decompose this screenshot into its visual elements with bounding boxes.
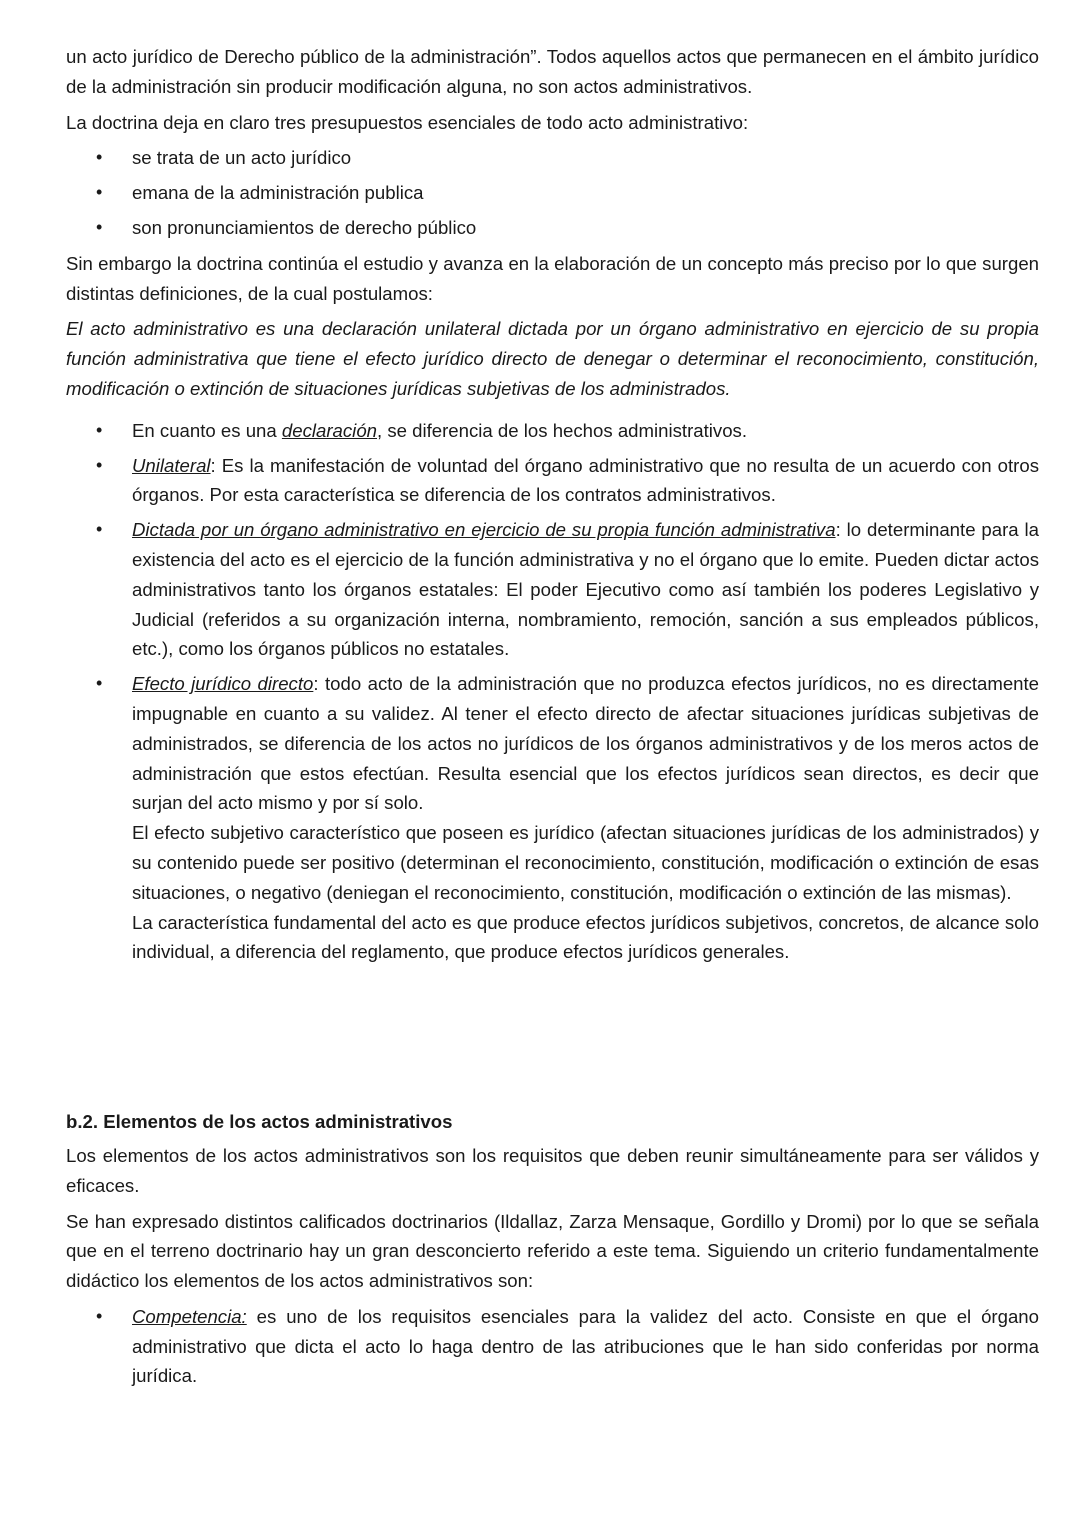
term-dictada: Dictada por un órgano administrativo en ejercicio de su propia función administrativa	[132, 519, 836, 541]
bullet-icon: •	[96, 182, 103, 203]
elementos-paragraph-1: Los elementos de los actos administrativos son los requisitos que deben reunir simultáneamente para ser válidos y eficaces.	[66, 1144, 1039, 1196]
list-item: • son pronunciamientos de derecho público	[66, 213, 1039, 243]
elementos-list	[66, 1302, 1039, 1391]
term-unilateral: Unilateral	[132, 454, 211, 476]
bullet-icon: •	[96, 673, 103, 694]
section-heading-b2: b.2. Elementos de los actos administrativos	[66, 1111, 453, 1133]
term-efecto: Efecto jurídico directo	[132, 673, 314, 695]
list-item: • se trata de un acto jurídico	[66, 143, 1039, 173]
bullet-icon: •	[96, 419, 103, 440]
list-item-efecto: • Efecto jurídico directo: todo acto de la administración que no produzca efectos jurídicos, no es directamente impugnable en cuanto a su validez. Al tener el efecto directo de afectar situaciones jurídicas subjetivas de administrados, se diferencia de los actos no jurídicos de los órganos administrativos y de los meros actos de administración que estos efectúan. Resulta esencial que los efectos jurídicos sean directos, es decir que surjan del acto mismo y por sí solo. El efecto subjetivo característico que poseen es jurídico (afectan situaciones jurídicas de los administrados) y su contenido puede ser positivo (determinan el reconocimiento, constitución, modificación o extinción de esas situaciones, o negativo (deniegan el reconocimiento, constitución, modificación o extinción de las mismas). La característica fundamental del acto es que produce efectos jurídicos subjetivos, concretos, de alcance solo individual, a diferencia del reglamento, que produce efectos jurídicos generales.	[66, 669, 1039, 967]
list-item-dictada: • Dictada por un órgano administrativo en ejercicio de su propia función administrativa: lo determinante para la existencia del acto es el ejercicio de la función administrativa y no el órgano que lo emite. Pueden dictar actos administrativos tanto los órganos estatales: El poder Ejecutivo como así también los poderes Legislativo y Judicial (referidos a su organización interna, nombramiento, remoción, sanción a sus empleados públicos, etc.), como los órganos públicos no estatales.	[66, 515, 1039, 664]
bullet-icon: •	[96, 1305, 103, 1326]
term-declaracion: declaración	[281, 419, 377, 441]
efecto-paragraph-2: El efecto subjetivo característico que poseen es jurídico (afectan situaciones jurídicas de los administrados) y su contenido puede ser positivo (determinan el reconocimiento, constitución, modificación o extinción de esas situaciones, o negativo (deniegan el reconocimiento, constitución, modificación o extinción de las mismas).	[132, 822, 1039, 903]
elementos-paragraph-2: Se han expresado distintos calificados doctrinarios (Ildallaz, Zarza Mensaque, Gordillo y Dromi) por lo que se señala que en el terreno doctrinario hay un gran desconcierto referido a este tema. Siguiendo un criterio fundamentalmente didáctico los elementos de los actos administrativos son:	[66, 1210, 1039, 1292]
section-spacer	[66, 973, 1039, 1107]
bullet-icon: •	[96, 147, 103, 168]
presupuestos-intro: La doctrina deja en claro tres presupuestos esenciales de todo acto administrativo:	[66, 111, 749, 133]
bullet-icon: •	[96, 519, 103, 540]
bullet-icon: •	[96, 216, 103, 237]
list-item-competencia: • Competencia: es uno de los requisitos esenciales para la validez del acto. Consiste en que el órgano administrativo que dicta el acto lo haga dentro de las atribuciones que le han sido conferidas por norma jurídica.	[66, 1302, 1039, 1391]
intro-paragraph: un acto jurídico de Derecho público de la administración”. Todos aquellos actos que permanecen en el ámbito jurídico de la administración sin producir modificación alguna, no son actos administrativos.	[66, 46, 1039, 97]
document-page	[66, 42, 1039, 1397]
caracteristicas-list	[66, 416, 1039, 967]
presupuestos-list	[66, 143, 1039, 242]
list-item-unilateral: • Unilateral: Es la manifestación de voluntad del órgano administrativo que no resulta de un acuerdo con otros órganos. Por esta característica se diferencia de los contratos administrativos.	[66, 451, 1039, 511]
term-competencia: Competencia:	[132, 1305, 247, 1327]
bullet-icon: •	[96, 454, 103, 475]
list-item-declaracion: • En cuanto es una declaración, se diferencia de los hechos administrativos.	[66, 416, 1039, 446]
efecto-paragraph-3: La característica fundamental del acto es que produce efectos jurídicos subjetivos, concretos, de alcance solo individual, a diferencia del reglamento, que produce efectos jurídicos generales.	[132, 911, 1039, 963]
list-item: • emana de la administración publica	[66, 178, 1039, 208]
definicion-paragraph: El acto administrativo es una declaración unilateral dictada por un órgano administrativo en ejercicio de su propia función administrativa que tiene el efecto jurídico directo de denegar o determinar el reconocimiento, constitución, modificación o extinción de situaciones jurídicas subjetivas de los administrados.	[66, 318, 1039, 399]
continuacion-paragraph: Sin embargo la doctrina continúa el estudio y avanza en la elaboración de un concepto más preciso por lo que surgen distintas definiciones, de la cual postulamos:	[66, 252, 1039, 304]
